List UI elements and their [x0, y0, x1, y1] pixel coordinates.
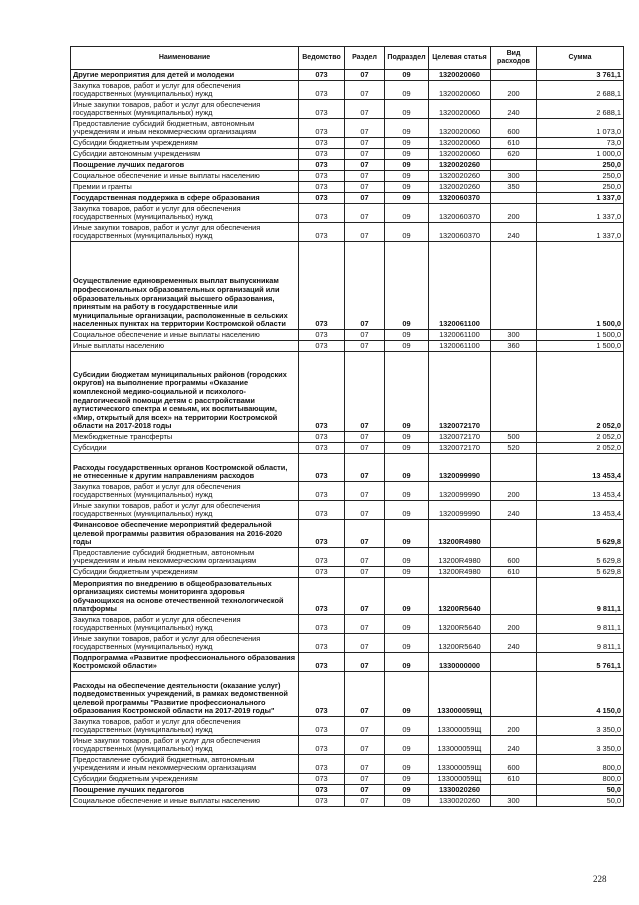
- cell-sum: 2 688,1: [537, 81, 624, 100]
- cell-dept: 073: [299, 70, 345, 81]
- cell-subsection: 09: [385, 634, 429, 653]
- cell-sum: 5 629,8: [537, 567, 624, 578]
- cell-target: 1320020260: [429, 160, 491, 171]
- cell-section: 07: [345, 567, 385, 578]
- cell-name: Иные закупки товаров, работ и услуг для обеспечения государственных (муниципальных) нужд: [71, 223, 299, 242]
- cell-exp-type: [491, 520, 537, 548]
- cell-name: Другие мероприятия для детей и молодежи: [71, 70, 299, 81]
- table-row: [71, 149, 624, 160]
- table-row: [71, 482, 624, 501]
- cell-sum: 13 453,4: [537, 501, 624, 520]
- cell-dept: 073: [299, 796, 345, 807]
- cell-subsection: 09: [385, 138, 429, 149]
- cell-subsection: 09: [385, 653, 429, 672]
- cell-exp-type: [491, 785, 537, 796]
- cell-section: 07: [345, 70, 385, 81]
- cell-exp-type: [491, 193, 537, 204]
- table-row: [71, 615, 624, 634]
- cell-subsection: 09: [385, 785, 429, 796]
- table-row: [71, 341, 624, 352]
- cell-subsection: 09: [385, 81, 429, 100]
- cell-exp-type: [491, 242, 537, 330]
- cell-name: Подпрограмма «Развитие профессионального образования Костромской области»: [71, 653, 299, 672]
- cell-name: Иные закупки товаров, работ и услуг для обеспечения государственных (муниципальных) нужд: [71, 736, 299, 755]
- cell-section: 07: [345, 785, 385, 796]
- cell-sum: 3 761,1: [537, 70, 624, 81]
- cell-target: 1330020260: [429, 796, 491, 807]
- cell-section: 07: [345, 774, 385, 785]
- cell-target: 1320060370: [429, 193, 491, 204]
- cell-dept: 073: [299, 454, 345, 482]
- cell-exp-type: 240: [491, 223, 537, 242]
- cell-name: Иные закупки товаров, работ и услуг для обеспечения государственных (муниципальных) нужд: [71, 100, 299, 119]
- cell-dept: 073: [299, 443, 345, 454]
- cell-exp-type: 610: [491, 138, 537, 149]
- cell-sum: 9 811,1: [537, 615, 624, 634]
- cell-dept: 073: [299, 501, 345, 520]
- cell-dept: 073: [299, 578, 345, 615]
- cell-exp-type: 600: [491, 548, 537, 567]
- cell-exp-type: [491, 653, 537, 672]
- cell-section: 07: [345, 578, 385, 615]
- table-row: [71, 578, 624, 615]
- header-dept: Ведомство: [299, 47, 345, 70]
- table-row: [71, 755, 624, 774]
- cell-exp-type: 610: [491, 567, 537, 578]
- cell-name: Закупка товаров, работ и услуг для обеспечения государственных (муниципальных) нужд: [71, 717, 299, 736]
- cell-section: 07: [345, 149, 385, 160]
- cell-sum: 1 337,0: [537, 193, 624, 204]
- cell-section: 07: [345, 81, 385, 100]
- table-row: [71, 171, 624, 182]
- cell-target: 133000059Щ: [429, 736, 491, 755]
- cell-exp-type: 300: [491, 330, 537, 341]
- cell-target: 1320020060: [429, 119, 491, 138]
- cell-target: 13200R4980: [429, 520, 491, 548]
- table-row: [71, 796, 624, 807]
- cell-exp-type: 240: [491, 634, 537, 653]
- cell-exp-type: 620: [491, 149, 537, 160]
- cell-section: 07: [345, 755, 385, 774]
- table-row: [71, 567, 624, 578]
- cell-subsection: 09: [385, 100, 429, 119]
- table-row: [71, 352, 624, 432]
- cell-exp-type: 520: [491, 443, 537, 454]
- cell-dept: 073: [299, 567, 345, 578]
- cell-subsection: 09: [385, 736, 429, 755]
- table-row: [71, 736, 624, 755]
- cell-name: Социальное обеспечение и иные выплаты населению: [71, 796, 299, 807]
- table-row: [71, 81, 624, 100]
- cell-subsection: 09: [385, 774, 429, 785]
- cell-name: Расходы на обеспечение деятельности (оказание услуг) подведомственных учреждений, в рамках ведомственной целевой программы "Развитие профессионального образования Костромской области на 2017-2019 годы": [71, 672, 299, 717]
- cell-name: Закупка товаров, работ и услуг для обеспечения государственных (муниципальных) нужд: [71, 482, 299, 501]
- cell-exp-type: 600: [491, 119, 537, 138]
- cell-sum: 800,0: [537, 755, 624, 774]
- cell-subsection: 09: [385, 193, 429, 204]
- table-row: [71, 100, 624, 119]
- table-row: [71, 785, 624, 796]
- header-exp-type: Вид расходов: [491, 47, 537, 70]
- cell-name: Закупка товаров, работ и услуг для обеспечения государственных (муниципальных) нужд: [71, 615, 299, 634]
- cell-sum: 50,0: [537, 796, 624, 807]
- cell-exp-type: 360: [491, 341, 537, 352]
- cell-exp-type: 200: [491, 204, 537, 223]
- cell-sum: 5 761,1: [537, 653, 624, 672]
- cell-name: Субсидии бюджетам муниципальных районов (городских округов) на выполнение программы «Оказание комплексной медико-социальной и психолого-педагогической помощи детям с расстройствами аутистического спектра и семьям, их воспитывающим, «Мир, открытый для всех» на территории Костромской области на 2017-2018 годы: [71, 352, 299, 432]
- table-row: [71, 119, 624, 138]
- cell-exp-type: 300: [491, 796, 537, 807]
- cell-exp-type: 600: [491, 755, 537, 774]
- cell-target: 1320099990: [429, 482, 491, 501]
- cell-name: Предоставление субсидий бюджетным, автономным учреждениям и иным некоммерческим организациям: [71, 755, 299, 774]
- page-number: 228: [593, 874, 607, 884]
- cell-sum: 73,0: [537, 138, 624, 149]
- cell-target: 1320061100: [429, 341, 491, 352]
- table-row: [71, 138, 624, 149]
- cell-exp-type: 200: [491, 717, 537, 736]
- table-row: [71, 672, 624, 717]
- table-row: [71, 223, 624, 242]
- cell-name: Премии и гранты: [71, 182, 299, 193]
- cell-subsection: 09: [385, 443, 429, 454]
- table-row: [71, 330, 624, 341]
- cell-dept: 073: [299, 755, 345, 774]
- cell-target: 13200R4980: [429, 548, 491, 567]
- cell-target: 13200R5640: [429, 578, 491, 615]
- cell-dept: 073: [299, 717, 345, 736]
- cell-sum: 2 688,1: [537, 100, 624, 119]
- table-row: [71, 634, 624, 653]
- cell-dept: 073: [299, 653, 345, 672]
- cell-name: Субсидии бюджетным учреждениям: [71, 567, 299, 578]
- table-row: [71, 454, 624, 482]
- cell-section: 07: [345, 634, 385, 653]
- cell-target: 13200R4980: [429, 567, 491, 578]
- cell-exp-type: 200: [491, 81, 537, 100]
- cell-subsection: 09: [385, 482, 429, 501]
- table-row: [71, 501, 624, 520]
- cell-name: Закупка товаров, работ и услуг для обеспечения государственных (муниципальных) нужд: [71, 204, 299, 223]
- header-subsection: Подраздел: [385, 47, 429, 70]
- cell-sum: 5 629,8: [537, 548, 624, 567]
- cell-target: 13200R5640: [429, 615, 491, 634]
- cell-subsection: 09: [385, 615, 429, 634]
- cell-dept: 073: [299, 774, 345, 785]
- cell-subsection: 09: [385, 242, 429, 330]
- cell-name: Поощрение лучших педагогов: [71, 785, 299, 796]
- cell-name: Мероприятия по внедрению в общеобразовательных организациях системы мониторинга здоровья обучающихся на основе отечественной технологической платформы: [71, 578, 299, 615]
- cell-subsection: 09: [385, 717, 429, 736]
- cell-dept: 073: [299, 482, 345, 501]
- cell-sum: 250,0: [537, 182, 624, 193]
- table-row: [71, 182, 624, 193]
- cell-sum: 2 052,0: [537, 443, 624, 454]
- cell-sum: 2 052,0: [537, 432, 624, 443]
- cell-name: Расходы государственных органов Костромской области, не отнесенные к другим направлениям расходов: [71, 454, 299, 482]
- cell-section: 07: [345, 119, 385, 138]
- cell-name: Осуществление единовременных выплат выпускникам профессиональных образовательных организаций или образовательных организаций высшего образования, принятым на работу в государственные или муниципальные организации, расположенные в сельских населенных пунктах на территории Костромской области: [71, 242, 299, 330]
- cell-target: 1320020060: [429, 149, 491, 160]
- table-row: [71, 193, 624, 204]
- cell-dept: 073: [299, 223, 345, 242]
- cell-dept: 073: [299, 520, 345, 548]
- cell-section: 07: [345, 193, 385, 204]
- cell-subsection: 09: [385, 578, 429, 615]
- header-section: Раздел: [345, 47, 385, 70]
- cell-section: 07: [345, 615, 385, 634]
- cell-sum: 250,0: [537, 160, 624, 171]
- cell-section: 07: [345, 520, 385, 548]
- cell-subsection: 09: [385, 149, 429, 160]
- cell-exp-type: [491, 160, 537, 171]
- cell-target: 13200R5640: [429, 634, 491, 653]
- cell-name: Иные закупки товаров, работ и услуг для обеспечения государственных (муниципальных) нужд: [71, 634, 299, 653]
- cell-sum: 1 500,0: [537, 330, 624, 341]
- cell-section: 07: [345, 352, 385, 432]
- cell-sum: 2 052,0: [537, 352, 624, 432]
- cell-dept: 073: [299, 672, 345, 717]
- cell-dept: 073: [299, 81, 345, 100]
- cell-sum: 1 500,0: [537, 242, 624, 330]
- cell-exp-type: 500: [491, 432, 537, 443]
- cell-dept: 073: [299, 352, 345, 432]
- cell-exp-type: [491, 352, 537, 432]
- cell-exp-type: [491, 672, 537, 717]
- cell-exp-type: 200: [491, 615, 537, 634]
- cell-section: 07: [345, 717, 385, 736]
- cell-target: 1320061100: [429, 330, 491, 341]
- cell-subsection: 09: [385, 171, 429, 182]
- cell-sum: 13 453,4: [537, 482, 624, 501]
- cell-target: 1320020060: [429, 70, 491, 81]
- cell-name: Социальное обеспечение и иные выплаты населению: [71, 171, 299, 182]
- cell-dept: 073: [299, 171, 345, 182]
- cell-name: Социальное обеспечение и иные выплаты населению: [71, 330, 299, 341]
- cell-exp-type: 350: [491, 182, 537, 193]
- cell-section: 07: [345, 204, 385, 223]
- cell-section: 07: [345, 330, 385, 341]
- cell-dept: 073: [299, 149, 345, 160]
- cell-dept: 073: [299, 100, 345, 119]
- cell-sum: 1 500,0: [537, 341, 624, 352]
- cell-subsection: 09: [385, 520, 429, 548]
- cell-subsection: 09: [385, 755, 429, 774]
- cell-section: 07: [345, 138, 385, 149]
- cell-subsection: 09: [385, 330, 429, 341]
- cell-subsection: 09: [385, 567, 429, 578]
- cell-section: 07: [345, 100, 385, 119]
- cell-section: 07: [345, 341, 385, 352]
- cell-target: 1320099990: [429, 454, 491, 482]
- cell-dept: 073: [299, 736, 345, 755]
- cell-section: 07: [345, 796, 385, 807]
- cell-dept: 073: [299, 160, 345, 171]
- cell-target: 1320072170: [429, 443, 491, 454]
- cell-section: 07: [345, 171, 385, 182]
- cell-name: Государственная поддержка в сфере образования: [71, 193, 299, 204]
- cell-subsection: 09: [385, 432, 429, 443]
- header-sum: Сумма: [537, 47, 624, 70]
- cell-subsection: 09: [385, 672, 429, 717]
- cell-subsection: 09: [385, 796, 429, 807]
- cell-name: Предоставление субсидий бюджетным, автономным учреждениям и иным некоммерческим организациям: [71, 119, 299, 138]
- cell-sum: 13 453,4: [537, 454, 624, 482]
- table-row: [71, 70, 624, 81]
- cell-target: 1330020260: [429, 785, 491, 796]
- table-row: [71, 432, 624, 443]
- cell-subsection: 09: [385, 160, 429, 171]
- cell-target: 1320060370: [429, 204, 491, 223]
- cell-target: 133000059Щ: [429, 672, 491, 717]
- cell-sum: 1 000,0: [537, 149, 624, 160]
- cell-exp-type: 300: [491, 171, 537, 182]
- cell-exp-type: 240: [491, 501, 537, 520]
- cell-exp-type: 610: [491, 774, 537, 785]
- cell-sum: 3 350,0: [537, 717, 624, 736]
- cell-subsection: 09: [385, 454, 429, 482]
- cell-subsection: 09: [385, 119, 429, 138]
- cell-section: 07: [345, 223, 385, 242]
- cell-section: 07: [345, 454, 385, 482]
- cell-sum: 9 811,1: [537, 578, 624, 615]
- cell-target: 1320072170: [429, 432, 491, 443]
- cell-name: Межбюджетные трансферты: [71, 432, 299, 443]
- cell-section: 07: [345, 443, 385, 454]
- cell-subsection: 09: [385, 352, 429, 432]
- table-row: [71, 548, 624, 567]
- cell-sum: 1 073,0: [537, 119, 624, 138]
- cell-target: 1320020060: [429, 81, 491, 100]
- cell-section: 07: [345, 548, 385, 567]
- cell-target: 1320020060: [429, 100, 491, 119]
- cell-target: 133000059Щ: [429, 717, 491, 736]
- header-name: Наименование: [71, 47, 299, 70]
- cell-subsection: 09: [385, 70, 429, 81]
- cell-exp-type: 240: [491, 736, 537, 755]
- cell-sum: 800,0: [537, 774, 624, 785]
- cell-exp-type: 240: [491, 100, 537, 119]
- cell-section: 07: [345, 242, 385, 330]
- cell-exp-type: 200: [491, 482, 537, 501]
- cell-subsection: 09: [385, 501, 429, 520]
- cell-dept: 073: [299, 330, 345, 341]
- cell-dept: 073: [299, 119, 345, 138]
- cell-target: 133000059Щ: [429, 755, 491, 774]
- cell-subsection: 09: [385, 182, 429, 193]
- cell-dept: 073: [299, 242, 345, 330]
- cell-target: 1320060370: [429, 223, 491, 242]
- cell-target: 1320020060: [429, 138, 491, 149]
- cell-subsection: 09: [385, 341, 429, 352]
- cell-sum: 9 811,1: [537, 634, 624, 653]
- cell-dept: 073: [299, 548, 345, 567]
- cell-sum: 4 150,0: [537, 672, 624, 717]
- table-row: [71, 774, 624, 785]
- cell-section: 07: [345, 736, 385, 755]
- cell-target: 133000059Щ: [429, 774, 491, 785]
- cell-dept: 073: [299, 432, 345, 443]
- cell-exp-type: [491, 70, 537, 81]
- cell-name: Поощрение лучших педагогов: [71, 160, 299, 171]
- cell-subsection: 09: [385, 223, 429, 242]
- cell-name: Субсидии бюджетным учреждениям: [71, 138, 299, 149]
- cell-dept: 073: [299, 785, 345, 796]
- cell-section: 07: [345, 160, 385, 171]
- cell-dept: 073: [299, 204, 345, 223]
- cell-name: Иные выплаты населению: [71, 341, 299, 352]
- cell-name: Субсидии автономным учреждениям: [71, 149, 299, 160]
- cell-section: 07: [345, 501, 385, 520]
- table-row: [71, 160, 624, 171]
- cell-name: Субсидии: [71, 443, 299, 454]
- budget-table: [70, 46, 624, 807]
- cell-dept: 073: [299, 182, 345, 193]
- cell-target: 1320020260: [429, 182, 491, 193]
- header-target: Целевая статья: [429, 47, 491, 70]
- table-row: [71, 520, 624, 548]
- cell-section: 07: [345, 653, 385, 672]
- cell-subsection: 09: [385, 204, 429, 223]
- cell-subsection: 09: [385, 548, 429, 567]
- cell-exp-type: [491, 578, 537, 615]
- cell-name: Закупка товаров, работ и услуг для обеспечения государственных (муниципальных) нужд: [71, 81, 299, 100]
- cell-name: Предоставление субсидий бюджетным, автономным учреждениям и иным некоммерческим организациям: [71, 548, 299, 567]
- cell-section: 07: [345, 182, 385, 193]
- table-row: [71, 204, 624, 223]
- cell-dept: 073: [299, 341, 345, 352]
- cell-sum: 1 337,0: [537, 223, 624, 242]
- cell-target: 1320061100: [429, 242, 491, 330]
- cell-target: 1330000000: [429, 653, 491, 672]
- cell-sum: 250,0: [537, 171, 624, 182]
- cell-sum: 50,0: [537, 785, 624, 796]
- table-row: [71, 242, 624, 330]
- table-row: [71, 443, 624, 454]
- cell-name: Субсидии бюджетным учреждениям: [71, 774, 299, 785]
- cell-dept: 073: [299, 634, 345, 653]
- cell-section: 07: [345, 482, 385, 501]
- cell-sum: 5 629,8: [537, 520, 624, 548]
- cell-target: 1320072170: [429, 352, 491, 432]
- table-header-row: [71, 47, 624, 70]
- cell-dept: 073: [299, 138, 345, 149]
- cell-name: Финансовое обеспечение мероприятий федеральной целевой программы развития образования на 2016-2020 годы: [71, 520, 299, 548]
- cell-exp-type: [491, 454, 537, 482]
- table-row: [71, 717, 624, 736]
- cell-target: 1320099990: [429, 501, 491, 520]
- cell-section: 07: [345, 672, 385, 717]
- cell-section: 07: [345, 432, 385, 443]
- cell-sum: 3 350,0: [537, 736, 624, 755]
- cell-name: Иные закупки товаров, работ и услуг для обеспечения государственных (муниципальных) нужд: [71, 501, 299, 520]
- table-row: [71, 653, 624, 672]
- cell-target: 1320020260: [429, 171, 491, 182]
- cell-sum: 1 337,0: [537, 204, 624, 223]
- cell-dept: 073: [299, 615, 345, 634]
- cell-dept: 073: [299, 193, 345, 204]
- table-body: [71, 70, 624, 807]
